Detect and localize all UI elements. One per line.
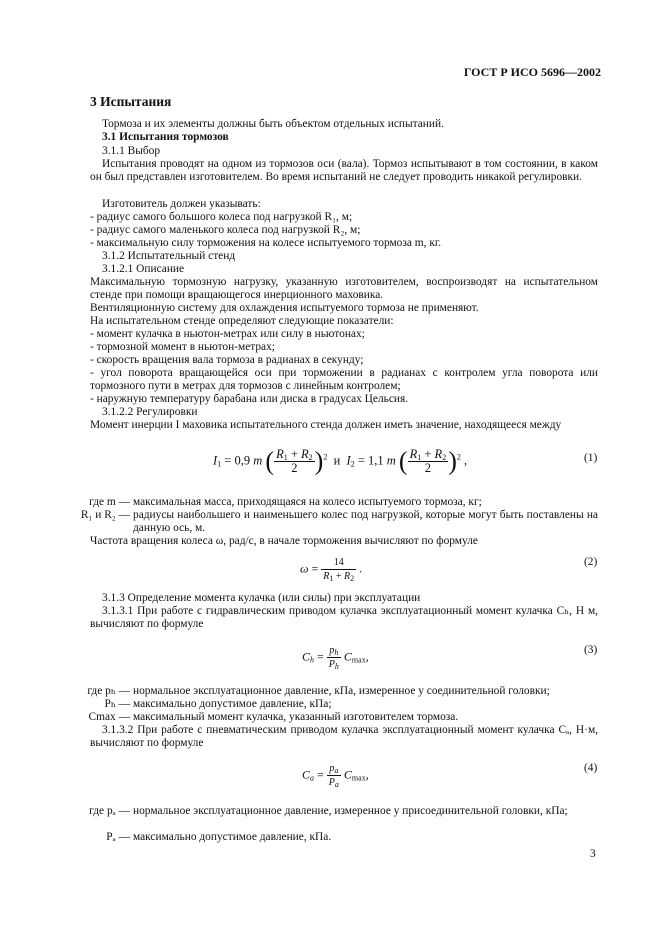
subsection-title: 3.1.2.2 Регулировки	[102, 406, 198, 418]
list-item: - наружную температуру барабана или диска в градусах Цельсия.	[90, 393, 409, 405]
where-text: максимально допустимое давление, кПа;	[133, 698, 332, 710]
paragraph: 3.1.3.2 При работе с пневматическим приводом кулачка эксплуатационный момент кулачка Cₐ, Н·м, вычисляют по формуле	[90, 724, 598, 750]
paragraph: Вентиляционную систему для охлаждения испытуемого тормоза не применяют.	[90, 302, 479, 314]
paragraph: Тормоза и их элементы должны быть объектом отдельных испытаний.	[102, 118, 444, 130]
paragraph: 3.1.3.1 При работе с гидравлическим приводом кулачка эксплуатационный момент кулачка Cₕ, Н м, вычисляют по формуле	[90, 605, 598, 631]
subsection-title: 3.1.3 Определение момента кулачка (или силы) при эксплуатации	[102, 592, 421, 604]
equation-number: (4)	[584, 762, 598, 774]
where-label: где pₐ —	[89, 805, 130, 817]
equation-number: (1)	[584, 452, 598, 464]
paragraph: Максимальную тормозную нагрузку, указанную изготовителем, воспроизводят на испытательном стенде при помощи вращающегося инерционного маховика.	[90, 276, 598, 302]
list-item: - радиус самого маленького колеса под нагрузкой R₂, м;	[90, 224, 361, 236]
where-label: где pₕ —	[87, 685, 130, 697]
equation-number: (2)	[584, 556, 598, 568]
list-item: - скорость вращения вала тормоза в радианах в секунду;	[90, 354, 364, 366]
equation-2: ω = $\frac{14}{R_1 + R_2}$ .	[300, 557, 363, 584]
where-text: нормальное эксплуатационное давление, измеренное у присоединительной головки, кПа;	[133, 805, 568, 817]
section-title: 3 Испытания	[90, 94, 172, 109]
where-label: где m —	[89, 496, 130, 508]
equation-1: $I_1 = 0,9$ m ( $\frac{R_1 + R_2}{2}$ )$^2$ и $I_2 = 1,1$ m ( $\frac{R_1 + R_2}{2}$ )$^2$ ,	[213, 446, 468, 476]
paragraph: На испытательном стенде определяют следующие показатели:	[90, 315, 394, 327]
paragraph: Испытания проводят на одном из тормозов оси (вала). Тормоз испытывают в том состоянии, в каком он был представлен изготовителем. Во время испытаний не следует проводить никакой регулировки.	[90, 158, 598, 184]
list-item: - момент кулачка в ньютон-метрах или силу в ньютонах;	[90, 328, 365, 340]
list-item: - угол поворота вращающейся оси при торможении в радианах с контролем угла поворота или тормозного пути в метрах для тормозов с линейным контролем;	[90, 367, 598, 393]
equation-number: (3)	[584, 644, 598, 656]
subsection-title: 3.1.2 Испытательный стенд	[102, 250, 236, 262]
subsection-title: 3.1.1 Выбор	[102, 145, 161, 157]
where-label: Cmax —	[88, 711, 130, 723]
equation-3: $C_h$ = $\frac{p_h}{P_h}$ $C_{max}$,	[302, 645, 369, 672]
where-text: максимальная масса, приходящаяся на колесо испытуемого тормоза, кг;	[133, 496, 482, 508]
subsection-title: 3.1.2.1 Описание	[102, 263, 185, 275]
where-text: максимально допустимое давление, кПа.	[133, 831, 332, 843]
where-label: Pₐ —	[106, 831, 130, 843]
where-text: радиусы наибольшего и наименьшего колес под нагрузкой, которые могут быть поставлены на данную ось, м.	[133, 509, 598, 535]
standard-header: ГОСТ Р ИСО 5696—2002	[463, 65, 601, 79]
list-item: - тормозной момент в ньютон-метрах;	[90, 341, 275, 353]
paragraph: Частота вращения колеса ω, рад/с, в начале торможения вычисляют по формуле	[90, 535, 478, 547]
list-item: - радиус самого большого колеса под нагрузкой R₁, м;	[90, 211, 353, 223]
where-text: максимальный момент кулачка, указанный изготовителем тормоза.	[133, 711, 459, 723]
where-label: Pₕ —	[104, 698, 130, 710]
paragraph: Изготовитель должен указывать:	[102, 198, 261, 210]
where-text: нормальное эксплуатационное давление, кПа, измеренное у соединительной головки;	[133, 685, 550, 697]
subsection-title: 3.1 Испытания тормозов	[102, 131, 229, 143]
page-number: 3	[590, 848, 596, 860]
where-label: R₁ и R₂ —	[80, 509, 130, 521]
paragraph: Момент инерции I маховика испытательного стенда должен иметь значение, находящееся между	[90, 419, 562, 431]
list-item: - максимальную силу торможения на колесе испытуемого тормоза m, кг.	[90, 237, 442, 249]
equation-4: $C_a$ = $\frac{p_a}{P_a}$ $C_{max}$,	[302, 763, 369, 790]
